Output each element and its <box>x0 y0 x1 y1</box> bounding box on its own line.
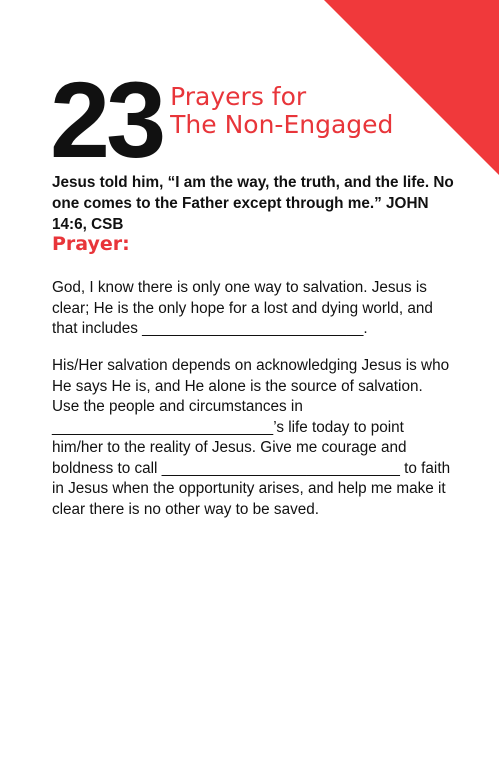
title-line-2: The Non-Engaged <box>170 110 394 139</box>
scripture-verse: Jesus told him, “I am the way, the truth, and the life. No one comes to the Father except through me.” JOHN 14:6, CSB <box>52 174 454 233</box>
prayer-paragraph-1: God, I know there is only one way to salvation. Jesus is clear; He is the only hope for a lost and dying world, and that includes __________________________. <box>52 279 433 337</box>
prayer-heading: Prayer: <box>52 233 130 255</box>
page-title <box>170 83 393 139</box>
page-header <box>50 59 394 180</box>
title-line-1: Prayers for <box>170 82 307 111</box>
prayer-number: 23 <box>50 59 163 180</box>
prayer-paragraph-2: His/Her salvation depends on acknowledging Jesus is who He says He is, and He alone is the source of salvation. Use the people and circumstances in __________________________’s life today to point him/her to the reality of Jesus. Give me courage and boldness to call ____________________________ to faith in Jesus when the opportunity arises, and help me make it clear there is no other way to be saved. <box>52 357 451 518</box>
